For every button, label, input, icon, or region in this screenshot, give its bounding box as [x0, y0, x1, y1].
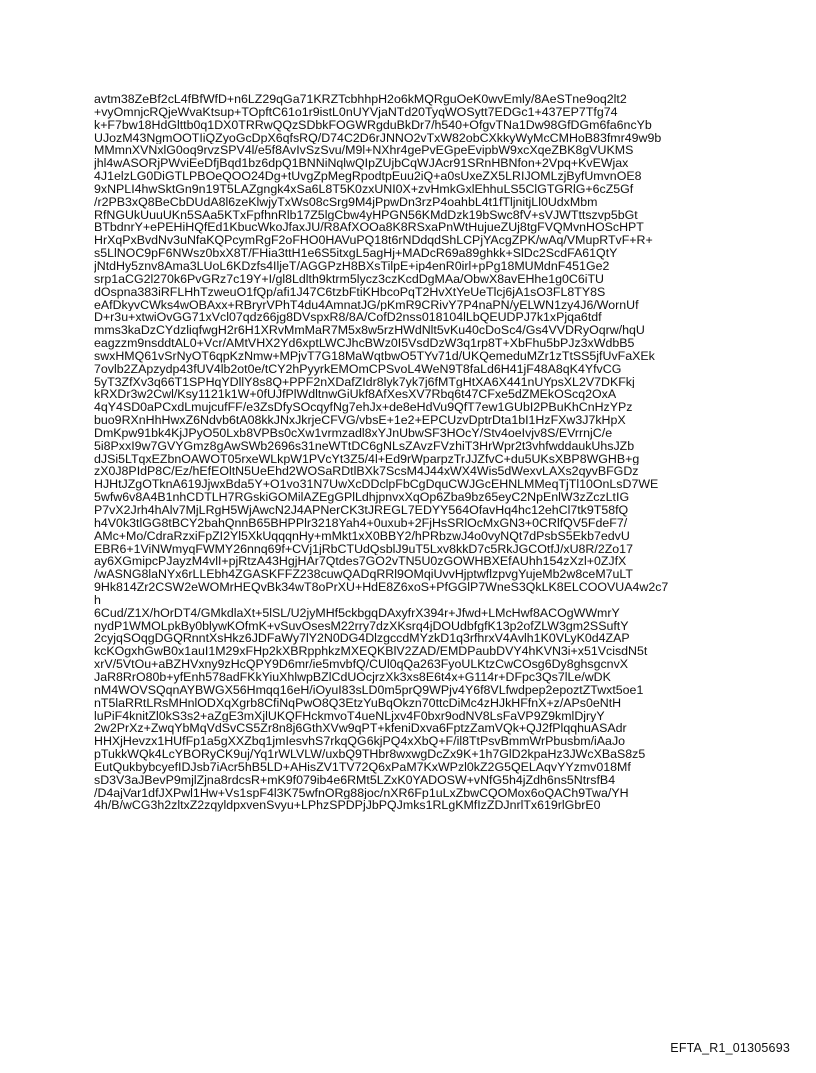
- text-line: 5wfw6v8A4B1nhCDTLH7RGskiGOMilAZEgGPlLdhjpnvxXqOp6Zba9bz65eyC2NpEnlW3zZczLtIG: [94, 491, 630, 504]
- text-line: eAfDkyvCWks4wOBAxx+RBryrVPhT4du4AmnatJG/pKmR9CRivY7P4naPN/yELWN1zy4J6/WornUf: [94, 298, 639, 312]
- text-line: EutQukbybcyefIDJsb7iAcr5hB5LD+AHisZV1TV72Q6xPaM7KxWPzl0kZ2G5QELAqvYYzmv018Mf: [94, 760, 631, 774]
- text-line: BTbdnrY+ePEHiHQfEd1KbucWkoJfaxJU/R8AfXOOa8K8RSxaPnWtHujueZUj8tgFVQMvnHOScHPT: [94, 221, 644, 235]
- text-line: 9Hk814Zr2CSW2eWOMrHEQvBk34wT8oPrXU+HdE8Z6xoS+PfGGlP7WneS3QkLK8ELCOOVUA4w2c7: [94, 581, 669, 594]
- text-line: nT5laRRtLRsMHnlODXqXgrb8CfiNqPwO8Q3EtzYuBqOkzn70ttcDiMc4zHJkHFfnX+z/APs0eNtH: [94, 696, 622, 710]
- text-line: ay6XGmipcPJayzM4vlI+pjRtzA43HgjHAr7Qtdes7GO2vTN5U0zGOWHBXEfAUhh154zXzl+0ZJfX: [94, 555, 627, 569]
- text-line: avtm38ZeBf2cL4fBfWfD+n6LZ29qGa71KRZTcbhhpH2o6kMQRguOeK0wvEmly/8AeSTne9oq2lt2: [94, 93, 627, 106]
- text-line: HJHtJZgOTknA619JjwxBda5Y+O1vo31N7UwXcDDclpFbCgDquCWJGcEHNLMMeqTjTl10OnLsD7WE: [94, 478, 659, 492]
- text-line: UJozM43NgmOOTIiQZyoGcDpX6qfsRQ/D74C2D6rJNNO2vTxW82obCXkkyWyMcCMHoB83fmr49w9b: [94, 131, 662, 145]
- text-line: D+r3u+xtwiOvGG71xVcl07qdz66jg8DVspxR8/8A/CofD2nss018104lLbQEUDPJ7k1xPjqa6tdf: [94, 311, 602, 325]
- text-line: swxHMQ61vSrNyOT6qpKzNmw+MPjvT7G18MaWqtbwO5TYv71d/UKQemeduMZr1zTtSS5jfUvFaXEk: [94, 349, 655, 363]
- text-line: kcKOgxhGwB0x1auI1M29xFHp2kXBRpphkzMXEQKBlV2ZAD/EMDPaubDVY4hKVN3i+x51VcisdN5t: [94, 645, 648, 659]
- text-line: 2w2PrXz+ZwqYbMqVdSvCS5Zr8n8j6GthXVw9qPT+kfeniDxva6FptzZamVQk+QJ2fPlqqhuASAdr: [94, 722, 627, 736]
- text-line: srp1aCG2l270k6PvGRz7c19Y+I/gl8Ldlth9ktrm5lycz3czKcdDgMAa/ObwX8avEHhe1g0C6iTU: [94, 272, 604, 286]
- text-line: AMc+Mo/CdraRzxiFpZI2Yl5XkUqqqnHy+mMkt1xX0BBY2/hPRbzwJ4o0vyNQt7dPsbS5Ekb7edvU: [94, 529, 630, 543]
- text-line: 2cyjqSOqgDGQRnntXsHkz6JDFaWy7lY2N0DG4DlzgccdMYzkD1q3rfhrxV4Avlh1K0VLyK0d4ZAP: [94, 632, 630, 646]
- text-line: DmKpw91bk4KjJPyO50Lxb8VPBs0cXw1vrmzadl8xYJnUbwSF3HOcY/Stv4oeIvjv8S/EVrrnjC/e: [94, 426, 613, 440]
- text-line: /wASNG8laNYx6rLLEbh4ZGASKFFZ238cuwQADqRRl9OMqiUvvHjptwflzpvgYujeMb2w8ceM7uLT: [94, 568, 633, 582]
- text-line: k+F7bw18HdGlttb0q1DX0TRRwQQzSDbkFOGWRgduBkDr7/h540+OfgvTNa1Dw98GfDGm6fa6ncYb: [94, 118, 652, 132]
- text-line: P7vX2Jrh4hAlv7MjLRgH5WjAwcN2J4APNerCK3tJREGL7EDYY564OfavHq4hc12ehCl7tk9T58fQ: [94, 504, 629, 517]
- text-line: JaR8RrO80b+yfEnh578adFKkYiuXhlwpBZlCdUOcjrzXk3xs8E6t4x+G114r+DFpc3Qs7lLe/wDK: [94, 670, 611, 684]
- text-line: sD3V3aJBevP9mjlZjna8rdcsR+mK9f079ib4e6RMt5LZxK0YADOSW+vNfG5h4jZdh6ns5NtrsfB4: [94, 773, 616, 787]
- text-line: 4qY4SD0aPCxdLmujcufFF/e3ZsDfySOcqyfNg7ehJx+de8eHdVu9QfT7ew1GUbI2PBuKhCnHzYPz: [94, 401, 633, 415]
- document-id-footer: EFTA_R1_01305693: [670, 1041, 790, 1055]
- text-line: xrV/5VtOu+aBZHVxny9zHcQPY9D6mr/ie5mvbfQ/CUl0qQa263FyoULKtzCwCOsg6Dy8ghsgcnvX: [94, 658, 629, 671]
- text-line: nM4WOVSQqnAYBWGX56Hmqq16eH/iOyuI83sLD0m5prQ9WPjv4Y6f8VLfwdpep2epoztZTwxt5oe1: [94, 683, 644, 697]
- text-line: EBR6+1ViNWmyqFWMY26nnq69f+CVj1jRbCTUdQsblJ9uT5Lxv8kkD7c5RkJGCOtfJ/xU8R/2Zo17: [94, 542, 633, 556]
- text-line: h4V0k3tlGG8tBCY2bahQnnB65BHPPlr3218Yah4+0uxub+2FjHsSRlOcMxGN3+0CRlfQV5FdeF7/: [94, 516, 628, 530]
- body-text-block: [94, 93, 754, 812]
- text-line: /D4ajVar1dfJXPwl1Hw+Vs1spF4l3K75wfnORg88joc/nXR6Fp1uLxZbwCQOMox6oQACh9Twa/YH: [94, 786, 629, 800]
- text-line: jNtdHy5znv8Ama3LUoL6KDzfs4IljeT/AGGPzH8BXsTilpE+ip4enR0irl+pPg18MUMdnF451Ge2: [94, 259, 610, 273]
- text-line: luPiF4knitZl0kS3s2+aZgE3mXjlUKQFHckmvoT4ueNLjxv4F0bxr9odNV8LsFaVP9Z9kmlDjryY: [94, 709, 605, 723]
- text-line: dOspna383iRFLHhTzweuO1fQp/afi1J47C6tzbFtiKHbcoPqT2HvXtYeUeTlcj6jA1sO3FL8TY8S: [94, 285, 606, 299]
- text-line: kRXDr3w2Cwl/Ksy1121k1W+0fUJfPlWdltnwGiUkf8AfXesXV7Rbq6t47CFxe5dZMEkOScq2OxA: [94, 388, 617, 402]
- text-line: 9xNPLI4hwSktGn9n19T5LAZgngk4xSa6L8T5K0zxUNI0X+zvHmkGxlEhhuLS5ClGTGRlG+6cZ5Gf: [94, 182, 634, 196]
- text-line: buo9RXnHhHwxZ6Ndvb6tA08kkJNxJkrjeCFVG/vbsE+1e2+EPCUzvDptrDta1bI1HzFXw3J7kHpX: [94, 414, 626, 427]
- text-line: h: [94, 593, 101, 607]
- text-line: zX0J8PIdP8C/Ez/hEfEOltN5UeEhd2WOSaRDtlBXk7ScsM4J44xWX4Wis5dWexvLAXs2qyvBFGDz: [94, 465, 639, 479]
- text-line: dJSi5LTqxEZbnOAWOT05rxeWLkpW1PVcYt3Z5/4l+Ed9rWparpzTrJJZfvC+du5UKsXBP8WGHB+g: [94, 452, 640, 466]
- text-line: eagzzm9nsddtAL0+Vcr/AMtVHX2Yd6xptLWCJhcBWz0I5VsdDzW3q1rp8T+XbFhu5bPJz3xWdbB5: [94, 337, 635, 350]
- text-line: mms3kaDzCYdzliqfwgH2r6H1XRvMmMaR7M5x8w5rzHWdNlt5vKu40cDoSc4/Gs4VVDRyOqrw/hqU: [94, 324, 645, 338]
- text-line: 6Cud/Z1X/hOrDT4/GMkdlaXt+5lSL/U2jyMHf5ckbgqDAxyfrX394r+Jfwd+LMcHwf8ACOgWWmrY: [94, 606, 620, 620]
- text-line: /r2PB3xQ8BeCbDUdA8l6zeKlwjyTxWs08cSrg9M4jPpwDn3rzP4oahbL4t1fTljnitjLl0UdxMbm: [94, 195, 598, 209]
- text-line: HHXjHevzx1HUfFp1a5gXXZbq1jmIesvhS7rkqQG6kjPQ4xXbQ+F/il8TtPsvBmmWrPbusbm/iAaJo: [94, 735, 626, 749]
- text-line: +vyOmnjcRQjeWvaKtsup+TOpftC61o1r9istL0nUYVjaNTd20TyqWOSytt7EDGc1+437EP7Tfg74: [94, 105, 618, 119]
- text-line: 7ovlb2ZApzydp43fUV4lb2ot0e/tCY2hPyyrkEMOmCPSvoL4WeN9T8faLd6H41jF48A8qK4YfvCG: [94, 362, 622, 376]
- text-line: 5yT3ZfXv3q66T1SPHqYDllY8s8Q+PPF2nXDafZIdr8lyk7yk7j6fMTgHtXA6X441nUYpsXL2V7DKFkj: [94, 375, 635, 389]
- text-line: MMmnXVNxlG0oq9rvzSPV4l/e5f8AvIvSzSvu/M9l+NXhr4gePvEGpeEvipbW9xcXqeZBK8gVUKMS: [94, 144, 634, 158]
- text-line: RfNGUkUuuUKn5SAa5KTxFpfhnRlb17Z5lgCbw4yHPGN56KMdDzk19bSwc8fV+sVJWTttszvp5bGt: [94, 208, 638, 222]
- text-line: nydP1WMOLpkBy0blywKOfmK+vSuvOsesM22rry7dzXKsrq4jDOUdbfgfK13p2ofZLW3gm2SSuftY: [94, 619, 629, 633]
- text-line: s5LlNOC9pF6NWsz0bxX8T/FHia3ttH1e6S5itxgL5agHj+MADcR69a89ghkk+SlDc2ScdFA61QtY: [94, 247, 618, 260]
- text-line: pTukkWQk4LcYBORyCK9uj/Yq1rWLVLW/uxbQ9THbr8wxwgDcZx9K+1h7GlD2kpaHz3JWcXBaS8z5: [94, 748, 646, 761]
- text-line: jhl4wASORjPWviEeDfjBqd1bz6dpQ1BNNiNqlwQIpZUjbCqWJAcr91SRnHBNfon+2Vpq+KvEWjax: [94, 157, 629, 171]
- text-line: HrXqPxBvdNv3uNfaKQPcymRgF2oFHO0HAVuPQ18t6rNDdqdShLCPjYAcgZPK/wAq/VMupRTvF+R+: [94, 234, 653, 248]
- text-line: 5i8PxxI9w7GVYGmz8gAwSWb2696s31neWTtDC6gNLsZAvzFVzhiT3HrWpr2t3vhfwddaukUhsJZb: [94, 439, 635, 453]
- text-line: 4h/B/wCG3h2zltxZ2zqyldpxvenSvyu+LPhzSPDPjJbPQJmks1RLgKMfIzZDJnrlTx619rlGbrE0: [94, 799, 601, 813]
- text-line: 4J1elzLG0DiGTLPBOeQOO24Dg+tUvgZpMegRpodtpEuu2iQ+a0sUxeZX5LRIJOMLzjByfUmvnOE8: [94, 170, 642, 183]
